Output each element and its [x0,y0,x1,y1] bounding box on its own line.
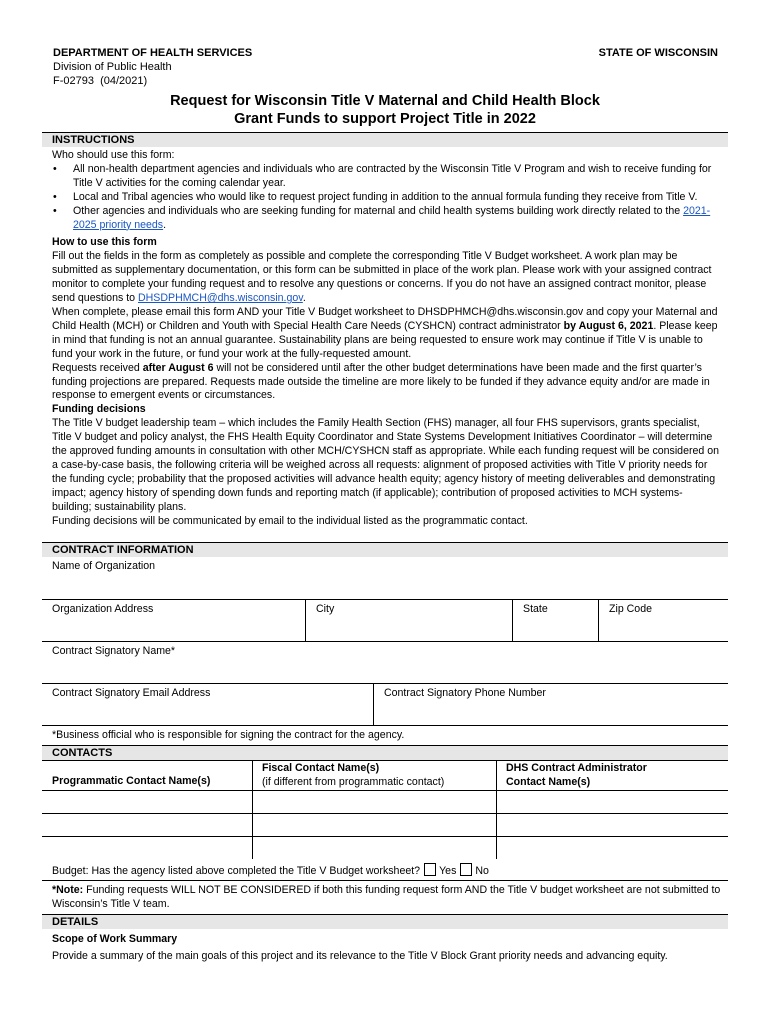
signatory-email-label: Contract Signatory Email Address [52,687,211,699]
signatory-phone-field[interactable] [373,683,728,725]
bullet3-text: Other agencies and individuals who are seeking funding for maternal and child health systems building work directly related to the [73,204,684,217]
priority-needs-link[interactable]: 2021-2025 priority needs [73,204,711,231]
dhs-contact-subtitle: Contact Name(s) [506,775,591,788]
department-name: DEPARTMENT OF HEALTH SERVICES [53,47,253,59]
title-line-2: Grant Funds to support Project Title in 2022 [234,111,536,127]
how-to-text: When complete, please email this form AND your Title V Budget worksheet to DHSDPHMCH@dhs.wisconsin.gov and copy your Maternal and Child Health (MCH) or Children and Youth with Special Health Care Needs (CYSHCN) contract administrator [52,305,718,332]
note-label: *Note: [52,884,84,896]
list-item [52,205,722,233]
instructions-heading: INSTRUCTIONS [42,132,728,147]
submission-note [52,884,722,912]
yes-label: Yes [439,865,457,877]
table-row[interactable] [42,791,728,813]
list-item: • All non-health department agencies and individuals who are contracted by the Wisconsin Title V Program and wish to receive funding for Title V activities for the coming calendar year. [52,163,722,191]
how-to-text: Requests received [52,361,143,374]
form-number: F-02793 (04/2021) [53,75,148,87]
org-name-field[interactable] [42,557,728,599]
city-label: City [316,603,335,615]
late-deadline-text: after August 6 [142,361,214,374]
contacts-heading: CONTACTS [42,745,728,760]
state-field[interactable] [512,599,598,641]
table-row[interactable] [42,837,728,858]
bullet3-end: . [163,218,167,231]
programmatic-contact-header: Programmatic Contact Name(s) [52,775,211,787]
how-to-text: Fill out the fields in the form as completely as possible and complete the corresponding Title V Budget worksheet. A work plan may be submitted as supplementary documentation, or this form can be submitted in place of the work plan. Please work with your assigned contract monitor to complete your funding request and to resolve any questions or concerns. If you do not have an assigned contract monitor, please send questions to [52,250,712,305]
title-line-1: Request for Wisconsin Title V Maternal and Child Health Block [170,93,600,109]
fiscal-contact-subtitle: (if different from programmatic contact) [262,775,445,788]
dhs-contact-header [506,762,647,790]
no-checkbox[interactable] [460,863,472,876]
page-title [42,92,728,128]
city-field[interactable] [305,599,512,641]
zip-field[interactable] [598,599,728,641]
funding-paragraph: The Title V budget leadership team – which includes the Family Health Section (FHS) manager, all four FHS supervisors, grants specialist, Title V budget and policy analyst, the FHS Health Equity Coordinator and State Systems Development Initiatives Coordinator – will determine the approved funding amounts in consultation with other MCH/CYSHCN staff as appropriate. While each funding request will be considered on a case-by-case basis, the following criteria will be weighed across all requests: alignment of proposed activities with Title V priority needs for the funding cycle; probability that the proposed activities will advance health equity; agency history of meeting deliverables and demonstrating impact; agency history of spending down funds and reporting match (if applicable); contribution of proposed activities to MCH systems-building; sustainability plans. [52,417,719,513]
scope-heading: Scope of Work Summary [52,933,178,945]
dhs-contact-title: DHS Contract Administrator [506,762,647,774]
how-to-text: . Please keep in mind that funding is not an annual guarantee. Sustainability plans are being requested to ensure work may continue if Title V is unable to fund your work in the future, or fund your work at the fully-requested amount. [52,319,718,360]
how-to-text: will not be considered until after the other budget determinations have been made and the first quarter’s funding projections are prepared. Requests made outside the timeline are more likely to be funded if they advance equity and/or are made in response to emergent events or circumstances. [52,361,710,402]
state-label: State [523,603,548,615]
email-link[interactable]: DHSDPHMCH@dhs.wisconsin.gov [138,292,303,305]
contract-info-heading: CONTRACT INFORMATION [42,542,728,557]
no-label: No [475,865,489,877]
division-name: Division of Public Health [53,61,172,73]
fiscal-contact-header [262,762,444,790]
deadline-text: by August 6, 2021 [563,319,654,332]
who-label: Who should use this form: [52,149,175,161]
budget-question: Budget: Has the agency listed above completed the Title V Budget worksheet? [52,865,421,877]
fiscal-contact-title: Fiscal Contact Name(s) [262,762,380,774]
funding-paragraph-2: Funding decisions will be communicated by email to the individual listed as the programmatic contact. [52,514,528,527]
funding-heading: Funding decisions [52,403,146,416]
scope-description: Provide a summary of the main goals of this project and its relevance to the Title V Block Grant priority needs and advancing equity. [52,950,668,962]
org-address-label: Organization Address [52,603,154,615]
signatory-name-label: Contract Signatory Name* [52,645,176,657]
how-to-paragraph-1 [52,250,722,306]
signatory-phone-label: Contract Signatory Phone Number [384,687,546,699]
footnote-text: *Business official who is responsible for signing the contract for the agency. [52,729,405,741]
how-to-heading: How to use this form [52,236,157,249]
list-item: • Local and Tribal agencies who would like to request project funding in addition to the annual formula funding they receive from Title V. [52,191,722,205]
how-to-paragraph-3 [52,362,722,404]
org-address-field[interactable] [42,599,305,641]
budget-question-row [52,863,489,879]
divider [42,880,728,881]
note-text: Funding requests WILL NOT BE CONSIDERED if both this funding request form AND the Title V budget worksheet are not submitted to Wisconsin’s Title V team. [52,884,721,910]
signatory-name-field[interactable] [42,641,728,683]
contacts-table [42,760,728,858]
signatory-footnote [42,725,728,745]
signatory-email-field[interactable] [42,683,373,725]
details-heading: DETAILS [42,914,728,929]
state-name: STATE OF WISCONSIN [598,47,718,59]
how-to-paragraph-2 [52,306,722,362]
instructions-body [52,149,722,528]
yes-checkbox[interactable] [424,863,436,876]
zip-label: Zip Code [609,603,652,615]
eligibility-list [52,163,722,233]
how-to-end: . [302,292,306,305]
org-name-label: Name of Organization [52,560,156,572]
table-row[interactable] [42,814,728,836]
